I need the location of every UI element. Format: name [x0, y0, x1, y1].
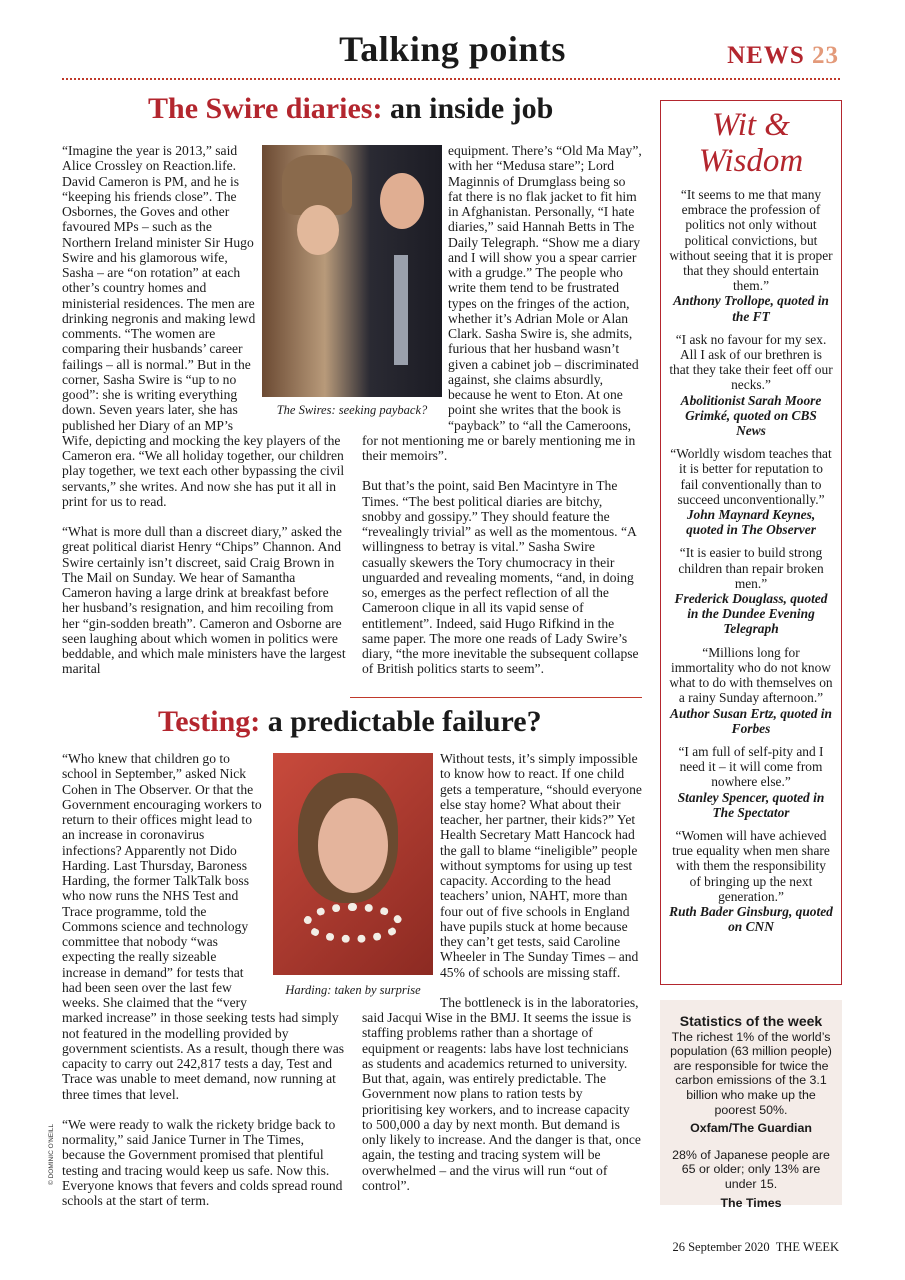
article-headline [148, 92, 553, 126]
section-name: NEWS [727, 42, 805, 69]
section-label [727, 42, 839, 70]
statistics-box [660, 1000, 842, 1210]
paragraph: The bottleneck is in the laboratories, said Jacqui Wise in the BMJ. It seems the issue is staffing problems rather than a shortage of equipment or reagents: labs have lost technicians as students and academics returned to university. But that, again, was entirely predictable. The Government now plans to ration tests by prioritising key workers, and to increase capacity to 500,000 a day by next month. But demand is only likely to increase. And the danger is that, once again, the testing and tracing system will be overwhelmed – and the virus will run “out of control”. [362, 994, 641, 1193]
quote-source: Stanley Spencer, quoted in The Spectator [677, 789, 825, 820]
quote [669, 545, 833, 636]
quote [669, 187, 833, 324]
quote-text: “I am full of self-pity and I need it – it will come from nowhere else.” [678, 743, 824, 790]
quote [669, 828, 833, 934]
headline-kicker: Testing: [158, 705, 261, 738]
header-rule [62, 78, 840, 80]
quote [669, 446, 833, 537]
headline-text: a predictable failure? [260, 705, 542, 738]
harding-photo [273, 753, 433, 975]
headline-kicker: The Swire diaries: [148, 92, 383, 125]
stats-title: Statistics of the week [679, 1013, 823, 1029]
stat-text: 28% of Japanese people are 65 or older; only 13% are under 15. [672, 1147, 830, 1191]
quote-text: “It is easier to build strong children than repair broken men.” [678, 545, 824, 591]
photo-caption: Harding: taken by surprise [285, 983, 421, 997]
article-divider [350, 697, 642, 698]
quote-source: Ruth Bader Ginsburg, quoted on CNN [669, 903, 833, 935]
quote [669, 332, 833, 438]
paragraph: equipment. There’s “Old Ma May”, with her “Medusa stare”; Lord Maginnis of Drumglass being so fat there is no flak jacket to fit him in Afghanistan. Personally, “I hate diaries,” said Hannah Betts in The Daily Telegraph. “Show me a diary and I will show you a spear carrier with a grudge.” The people who write them tend to be frustrated types on the fringes of the action, whether it’s Adrian Mole or Alan Clark. Sasha Swire is, she admits, furious that her husband wasn’t given a cabinet job – discriminated against, she claims absurdly, because he went to Eton. At one point she writes that the book is “payback” to “all the Cameroons, for not mentioning me or barely mentioning me in their memoirs”. [362, 143, 642, 463]
photo-caption: The Swires: seeking payback? [276, 403, 428, 417]
quote-text: “I ask no favour for my sex. All I ask of our brethren is that they take their feet off our necks.” [669, 331, 833, 393]
stat-source: The Times [720, 1195, 782, 1210]
paragraph: But that’s the point, said Ben Macintyre in The Times. “The best political diaries are bitchy, snobby and gossipy.” They should feature the “revealingly trivial” as well as the momentous. “A willingness to betray is vital.” Sasha Swire casually skewers the Tory chumocracy in their unguarded and revealing moments, “and, in doing so, emerges as the perfect reflection of all the Cameroon clique in all its vapid sense of entitlement”. Indeed, said Hugo Rifkind in the same paper. The more one reads of Lady Swire’s diary, “the more inevitable the subsequent collapse of British politics starts to seem”. [362, 478, 639, 677]
headline-text: an inside job [382, 92, 554, 125]
quote-text: “Worldly wisdom teaches that it is better for reputation to fail conventionally than to succeed unconventionally.” [670, 446, 832, 507]
footer-dateline: 26 September 2020 THE WEEK [672, 1240, 839, 1254]
quote-source: Author Susan Ertz, quoted in Forbes [670, 705, 832, 736]
quote-text: “Millions long for immortality who do not know what to do with themselves on a rainy Sunday afternoon.” [669, 644, 833, 706]
quote-source: John Maynard Keynes, quoted in The Observer [686, 507, 816, 538]
page-title: Talking points [339, 29, 566, 69]
stat-source: Oxfam/The Guardian [690, 1121, 812, 1136]
quote-source: Anthony Trollope, quoted in the FT [673, 293, 829, 324]
quote [669, 744, 833, 820]
paragraph: “Who knew that children go to school in September,” asked Nick Cohen in The Observer. Or that the Government encouraging workers to return to their offices might lead to an increase in coronavirus infections? Apparently not Dido Harding. Last Thursday, Baroness Harding, the former TalkTalk boss who now runs the NHS Test and Trace programme, told the Commons science and technology committee that nobody “was expecting the really sizeable increase in demand” for tests that had been seen over the last few weeks. She claimed that the “very marked increase” in those seeking tests had simply not featured in the modelling provided by government scientists. As a result, though there was capacity to carry out 242,817 tests a day, Test and Trace was unable to meet demand, now running at three times that level. [62, 751, 345, 1102]
article-headline [158, 705, 542, 739]
page-number: 23 [812, 42, 839, 69]
quote [669, 645, 833, 736]
quote-source: Abolitionist Sarah Moore Grimké, quoted on CBS News [680, 392, 822, 439]
wit-title: Wit & Wisdom [698, 107, 804, 179]
wit-and-wisdom-box [660, 100, 842, 985]
paragraph: “Imagine the year is 2013,” said Alice Crossley on Reaction.life. David Cameron is PM, and he is “keeping his friends close”. The Osbornes, the Goves and other favoured MPs – such as the Northern Ireland minister Sir Hugo Swire and his glamorous wife, Sasha – are “on rotation” at each other’s country homes and ministerial residences. The men are drinking negronis and making lewd comments. “The women are comparing their husbands’ career failings – all is normal.” But in the corner, Sasha Swire is “up to no good”: she is writing everything down. Seven years later, she has published her Diary of an MP’s Wife, depicting and mocking the key players of the Cameron era. “We all holiday together, our children play together, we text each other bypassing the civil servants,” she writes. And now she has put it all in print for us to read. [62, 143, 345, 509]
paragraph: “We were ready to walk the rickety bridge back to normality,” said Janice Turner in The Times, because the Government promised that plentiful testing and tracing would keep us safe. Now this. Everyone knows that fevers and colds spread round schools at the start of term. [62, 1116, 343, 1208]
paragraph: Without tests, it’s simply impossible to know how to react. If one child gets a temperature, “should everyone else stay home? What about their teacher, her partner, their kids?” Yet Health Secretary Matt Hancock had the gall to blame “ineligible” people without symptoms for using up test capacity. According to the head teachers’ union, NAHT, more than four out of five schools in England have pupils stuck at home because they can’t get tests, said Caroline Wheeler in The Sunday Times – and 45% of schools are missing staff. [440, 751, 642, 980]
quote-text: “Women will have achieved true equality when men share with them the responsibility of bringing up the next generation.” [672, 827, 830, 904]
stat-text: The richest 1% of the world’s population (63 million people) are responsible for twice the carbon emissions of the 3.1 billion who make up the poorest 50%. [670, 1029, 832, 1117]
paragraph: “What is more dull than a discreet diary,” asked the great political diarist Henry “Chips” Channon. And Swire certainly isn’t discreet, said Craig Brown in The Mail on Sunday. We hear of Samantha Cameron having a large drink at breakfast before her husband’s resignation, and him recoiling from her “gin-sodden breath”. Cameron and Osborne are seen laughing about which women in politics were beddable, and which male ministers have the largest marital [62, 524, 346, 677]
quote-text: “It seems to me that many embrace the profession of politics not only without political convictions, but without seeing that it is proper that they should entertain them.” [669, 187, 833, 294]
swires-photo [262, 145, 442, 397]
quote-source: Frederick Douglass, quoted in the Dundee Evening Telegraph [674, 591, 828, 637]
photo-credit: © DOMINIC O’NEILL [48, 1123, 55, 1185]
